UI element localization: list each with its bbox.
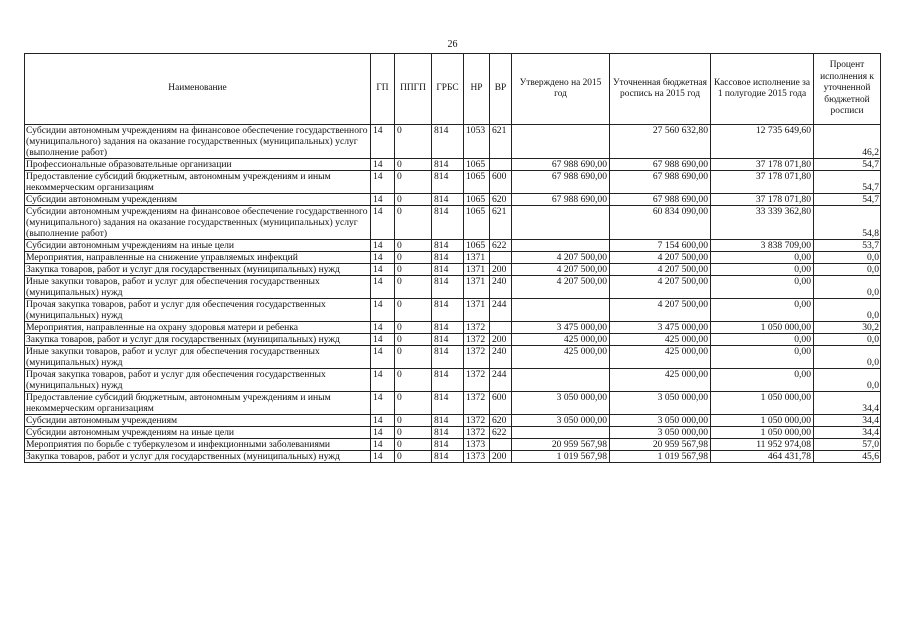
table-header-row: [25, 54, 881, 125]
cell-approved: 4 207 500,00: [512, 264, 610, 276]
cell-revised: 4 207 500,00: [610, 276, 711, 299]
table-row: [25, 415, 881, 427]
cell-name: Мероприятия по борьбе с туберкулезом и инфекционными заболеваниями: [25, 439, 371, 451]
header-percent: Процент исполнения к уточненной бюджетной росписи: [814, 54, 881, 125]
cell-vr: 244: [490, 369, 512, 392]
header-grbs: ГРБС: [432, 54, 464, 125]
cell-np: 1372: [464, 369, 490, 392]
cell-vr: [490, 159, 512, 171]
cell-name: Субсидии автономным учреждениям на финансовое обеспечение государственного (муниципального) задания на оказание государственных (муниципальных) услуг (выполнение работ): [25, 125, 371, 159]
cell-vr: [490, 322, 512, 334]
cell-cash: 0,00: [711, 252, 814, 264]
cell-vr: 200: [490, 264, 512, 276]
cell-pgp: 0: [395, 415, 432, 427]
cell-vr: 600: [490, 392, 512, 415]
cell-gp: 14: [371, 369, 395, 392]
cell-vr: 240: [490, 276, 512, 299]
cell-pgp: 0: [395, 194, 432, 206]
cell-revised: 3 050 000,00: [610, 427, 711, 439]
cell-np: 1371: [464, 276, 490, 299]
cell-np: 1371: [464, 299, 490, 322]
cell-pgp: 0: [395, 439, 432, 451]
cell-vr: 621: [490, 125, 512, 159]
cell-approved: 1 019 567,98: [512, 451, 610, 463]
cell-vr: 620: [490, 194, 512, 206]
table-row: [25, 392, 881, 415]
cell-pgp: 0: [395, 299, 432, 322]
table-row: [25, 159, 881, 171]
cell-vr: 621: [490, 206, 512, 240]
cell-revised: 3 050 000,00: [610, 415, 711, 427]
cell-revised: 67 988 690,00: [610, 159, 711, 171]
cell-grbs: 814: [432, 346, 464, 369]
cell-approved: [512, 125, 610, 159]
cell-gp: 14: [371, 299, 395, 322]
cell-grbs: 814: [432, 171, 464, 194]
cell-approved: 4 207 500,00: [512, 276, 610, 299]
cell-pgp: 0: [395, 346, 432, 369]
cell-cash: 33 339 362,80: [711, 206, 814, 240]
cell-gp: 14: [371, 451, 395, 463]
cell-gp: 14: [371, 439, 395, 451]
cell-np: 1372: [464, 427, 490, 439]
cell-gp: 14: [371, 427, 395, 439]
cell-revised: 425 000,00: [610, 346, 711, 369]
cell-pgp: 0: [395, 369, 432, 392]
cell-approved: 3 050 000,00: [512, 392, 610, 415]
cell-grbs: 814: [432, 264, 464, 276]
cell-grbs: 814: [432, 194, 464, 206]
cell-gp: 14: [371, 415, 395, 427]
cell-percent: 45,6: [814, 451, 881, 463]
cell-percent: 53,7: [814, 240, 881, 252]
cell-gp: 14: [371, 264, 395, 276]
cell-pgp: 0: [395, 451, 432, 463]
cell-cash: 37 178 071,80: [711, 159, 814, 171]
cell-vr: 600: [490, 171, 512, 194]
cell-pgp: 0: [395, 276, 432, 299]
cell-percent: 54,7: [814, 159, 881, 171]
cell-name: Предоставление субсидий бюджетным, автономным учреждениям и иным некоммерческим организациям: [25, 392, 371, 415]
cell-cash: 11 952 974,08: [711, 439, 814, 451]
cell-grbs: 814: [432, 392, 464, 415]
cell-name: Субсидии автономным учреждениям: [25, 194, 371, 206]
cell-revised: 7 154 600,00: [610, 240, 711, 252]
header-np: НР: [464, 54, 490, 125]
cell-gp: 14: [371, 194, 395, 206]
cell-pgp: 0: [395, 427, 432, 439]
cell-np: 1371: [464, 252, 490, 264]
cell-name: Прочая закупка товаров, работ и услуг для обеспечения государственных (муниципальных) нужд: [25, 299, 371, 322]
cell-vr: [490, 439, 512, 451]
cell-name: Предоставление субсидий бюджетным, автономным учреждениям и иным некоммерческим организациям: [25, 171, 371, 194]
cell-grbs: 814: [432, 159, 464, 171]
cell-cash: 0,00: [711, 346, 814, 369]
table-row: [25, 322, 881, 334]
cell-name: Профессиональные образовательные организации: [25, 159, 371, 171]
cell-approved: 4 207 500,00: [512, 252, 610, 264]
cell-percent: 0,0: [814, 299, 881, 322]
cell-cash: 3 838 709,00: [711, 240, 814, 252]
cell-cash: 1 050 000,00: [711, 322, 814, 334]
cell-gp: 14: [371, 171, 395, 194]
cell-revised: 67 988 690,00: [610, 171, 711, 194]
cell-vr: 200: [490, 451, 512, 463]
cell-pgp: 0: [395, 125, 432, 159]
cell-vr: 622: [490, 427, 512, 439]
cell-percent: 54,7: [814, 194, 881, 206]
cell-revised: 4 207 500,00: [610, 252, 711, 264]
cell-cash: 1 050 000,00: [711, 415, 814, 427]
cell-percent: 0,0: [814, 276, 881, 299]
cell-gp: 14: [371, 322, 395, 334]
cell-grbs: 814: [432, 299, 464, 322]
cell-pgp: 0: [395, 322, 432, 334]
cell-approved: [512, 369, 610, 392]
cell-np: 1372: [464, 392, 490, 415]
cell-name: Закупка товаров, работ и услуг для государственных (муниципальных) нужд: [25, 264, 371, 276]
cell-gp: 14: [371, 159, 395, 171]
budget-table: [24, 53, 881, 463]
cell-percent: 34,4: [814, 415, 881, 427]
cell-cash: 1 050 000,00: [711, 392, 814, 415]
cell-np: 1373: [464, 451, 490, 463]
cell-grbs: 814: [432, 369, 464, 392]
cell-gp: 14: [371, 392, 395, 415]
cell-name: Субсидии автономным учреждениям на иные цели: [25, 427, 371, 439]
cell-pgp: 0: [395, 264, 432, 276]
cell-pgp: 0: [395, 240, 432, 252]
header-cash: Кассовое исполнение за 1 полугодие 2015 года: [711, 54, 814, 125]
cell-percent: 54,7: [814, 171, 881, 194]
cell-grbs: 814: [432, 276, 464, 299]
cell-percent: 34,4: [814, 392, 881, 415]
cell-grbs: 814: [432, 322, 464, 334]
table-row: [25, 346, 881, 369]
cell-np: 1065: [464, 240, 490, 252]
cell-cash: 0,00: [711, 299, 814, 322]
cell-name: Иные закупки товаров, работ и услуг для обеспечения государственных (муниципальных) нужд: [25, 276, 371, 299]
cell-np: 1373: [464, 439, 490, 451]
cell-percent: 0,0: [814, 264, 881, 276]
cell-percent: 0,0: [814, 346, 881, 369]
cell-name: Мероприятия, направленные на охрану здоровья матери и ребенка: [25, 322, 371, 334]
cell-grbs: 814: [432, 334, 464, 346]
cell-percent: 30,2: [814, 322, 881, 334]
cell-approved: [512, 206, 610, 240]
cell-name: Прочая закупка товаров, работ и услуг для обеспечения государственных (муниципальных) нужд: [25, 369, 371, 392]
cell-pgp: 0: [395, 206, 432, 240]
table-row: [25, 451, 881, 463]
cell-revised: 4 207 500,00: [610, 264, 711, 276]
cell-cash: 0,00: [711, 369, 814, 392]
cell-grbs: 814: [432, 206, 464, 240]
table-row: [25, 252, 881, 264]
cell-percent: 54,8: [814, 206, 881, 240]
cell-approved: 3 050 000,00: [512, 415, 610, 427]
header-revised: Уточненная бюджетная роспись на 2015 год: [610, 54, 711, 125]
cell-approved: 67 988 690,00: [512, 159, 610, 171]
cell-np: 1065: [464, 159, 490, 171]
cell-np: 1372: [464, 322, 490, 334]
cell-percent: 46,2: [814, 125, 881, 159]
table-row: [25, 299, 881, 322]
cell-cash: 37 178 071,80: [711, 194, 814, 206]
cell-gp: 14: [371, 240, 395, 252]
page-number: 26: [447, 39, 458, 50]
cell-percent: 34,4: [814, 427, 881, 439]
cell-percent: 0,0: [814, 252, 881, 264]
cell-pgp: 0: [395, 171, 432, 194]
cell-pgp: 0: [395, 252, 432, 264]
cell-cash: 464 431,78: [711, 451, 814, 463]
cell-grbs: 814: [432, 252, 464, 264]
cell-np: 1065: [464, 194, 490, 206]
cell-vr: 620: [490, 415, 512, 427]
cell-grbs: 814: [432, 240, 464, 252]
cell-revised: 27 560 632,80: [610, 125, 711, 159]
cell-cash: 0,00: [711, 264, 814, 276]
table-row: [25, 369, 881, 392]
cell-vr: 622: [490, 240, 512, 252]
cell-percent: 0,0: [814, 334, 881, 346]
cell-revised: 3 050 000,00: [610, 392, 711, 415]
cell-cash: 37 178 071,80: [711, 171, 814, 194]
table-row: [25, 240, 881, 252]
cell-pgp: 0: [395, 334, 432, 346]
cell-np: 1065: [464, 171, 490, 194]
table-row: [25, 171, 881, 194]
cell-cash: 0,00: [711, 276, 814, 299]
cell-name: Мероприятия, направленные на снижение управляемых инфекций: [25, 252, 371, 264]
cell-gp: 14: [371, 334, 395, 346]
cell-cash: 12 735 649,60: [711, 125, 814, 159]
cell-gp: 14: [371, 206, 395, 240]
table-row: [25, 427, 881, 439]
cell-name: Иные закупки товаров, работ и услуг для обеспечения государственных (муниципальных) нужд: [25, 346, 371, 369]
cell-gp: 14: [371, 346, 395, 369]
cell-revised: 20 959 567,98: [610, 439, 711, 451]
cell-gp: 14: [371, 125, 395, 159]
cell-pgp: 0: [395, 392, 432, 415]
cell-approved: 67 988 690,00: [512, 194, 610, 206]
cell-gp: 14: [371, 276, 395, 299]
cell-vr: 200: [490, 334, 512, 346]
cell-np: 1371: [464, 264, 490, 276]
table-row: [25, 334, 881, 346]
cell-cash: 0,00: [711, 334, 814, 346]
header-name: Наименование: [25, 54, 371, 125]
cell-name: Субсидии автономным учреждениям: [25, 415, 371, 427]
cell-gp: 14: [371, 252, 395, 264]
cell-revised: 1 019 567,98: [610, 451, 711, 463]
header-gp: ГП: [371, 54, 395, 125]
cell-cash: 1 050 000,00: [711, 427, 814, 439]
cell-revised: 3 475 000,00: [610, 322, 711, 334]
cell-percent: 0,0: [814, 369, 881, 392]
cell-revised: 425 000,00: [610, 369, 711, 392]
cell-vr: 240: [490, 346, 512, 369]
cell-approved: [512, 240, 610, 252]
cell-np: 1065: [464, 206, 490, 240]
cell-grbs: 814: [432, 451, 464, 463]
cell-revised: 4 207 500,00: [610, 299, 711, 322]
cell-name: Субсидии автономным учреждениям на иные цели: [25, 240, 371, 252]
cell-revised: 67 988 690,00: [610, 194, 711, 206]
header-pgp: ППГП: [395, 54, 432, 125]
cell-np: 1372: [464, 334, 490, 346]
table-row: [25, 439, 881, 451]
cell-grbs: 814: [432, 415, 464, 427]
cell-np: 1372: [464, 415, 490, 427]
cell-approved: 425 000,00: [512, 334, 610, 346]
table-row: [25, 276, 881, 299]
cell-approved: [512, 427, 610, 439]
cell-name: Закупка товаров, работ и услуг для государственных (муниципальных) нужд: [25, 451, 371, 463]
cell-pgp: 0: [395, 159, 432, 171]
table-row: [25, 125, 881, 159]
cell-approved: [512, 299, 610, 322]
header-approved: Утверждено на 2015 год: [512, 54, 610, 125]
cell-vr: [490, 252, 512, 264]
table-row: [25, 264, 881, 276]
cell-np: 1053: [464, 125, 490, 159]
table-row: [25, 206, 881, 240]
cell-name: Закупка товаров, работ и услуг для государственных (муниципальных) нужд: [25, 334, 371, 346]
cell-percent: 57,0: [814, 439, 881, 451]
cell-approved: 425 000,00: [512, 346, 610, 369]
cell-approved: 3 475 000,00: [512, 322, 610, 334]
cell-grbs: 814: [432, 439, 464, 451]
cell-revised: 425 000,00: [610, 334, 711, 346]
header-vr: ВР: [490, 54, 512, 125]
table-row: [25, 194, 881, 206]
cell-revised: 60 834 090,00: [610, 206, 711, 240]
cell-grbs: 814: [432, 427, 464, 439]
cell-vr: 244: [490, 299, 512, 322]
cell-grbs: 814: [432, 125, 464, 159]
cell-approved: 20 959 567,98: [512, 439, 610, 451]
cell-approved: 67 988 690,00: [512, 171, 610, 194]
cell-np: 1372: [464, 346, 490, 369]
cell-name: Субсидии автономным учреждениям на финансовое обеспечение государственного (муниципального) задания на оказание государственных (муниципальных) услуг (выполнение работ): [25, 206, 371, 240]
